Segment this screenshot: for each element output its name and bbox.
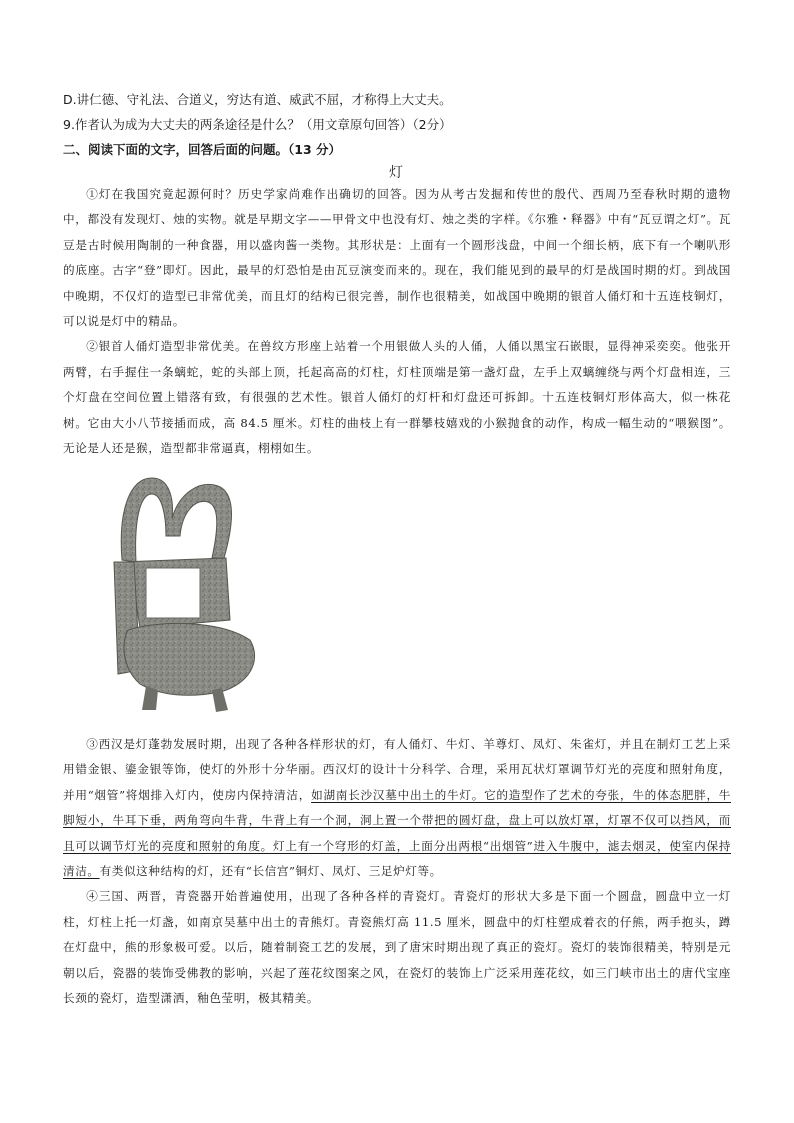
paragraph-1: ①灯在我国究竟起源何时？历史学家尚难作出确切的回答。因为从考古发掘和传世的殷代、西周乃至春秋时期的遗物中，都没有发现灯、烛的实物。就是早期文字——甲骨文中也没有灯、烛之类的字样。《尔雅・释器》中有“瓦豆谓之灯”。瓦豆是古时候用陶制的一种食器，用以盛肉酱一类物。其形状是：上面有一个圆形浅盘，中间一个细长柄，底下有一个喇叭形的底座。古字“登”即灯。因此，最早的灯恐怕是由瓦豆演变而来的。现在，我们能见到的最早的灯是战国时期的灯。到战国中晚期，不仅灯的造型已非常优美，而且灯的结构已很完善，制作也很精美，如战国中晚期的银首人俑灯和十五连枝铜灯，可以说是灯中的精品。: [63, 187, 731, 329]
bronze-lamp-figure: [100, 470, 265, 720]
section-heading: 二、阅读下面的文字，回答后面的问题。（13 分）: [63, 142, 341, 157]
paragraph-3-underlined: 如湖南长沙汉墓中出土的牛灯。它的造型作了艺术的夸张，牛的体态肥胖，牛脚短小，牛耳下垂，两角弯向牛背，牛背上有一个洞，洞上置一个带把的圆灯盘，盘上可以放灯罩，灯罩不仅可以挡风，而且可以调节灯光的亮度和照射的角度。灯上有一个穹形的灯盖，上面分出两根“出烟管”进入牛腹中，滤去烟灵，使室内保持清洁。: [63, 787, 731, 879]
question-9: 9.作者认为成为大丈夫的两条途径是什么？（用文章原句回答）（2分）: [63, 117, 452, 132]
lamp-illustration-icon: [100, 470, 265, 720]
article-block-1: [63, 182, 731, 461]
paragraph-3-intro: ③西汉是灯蓬勃发展时期，出现了各种各样形状的灯，有人俑灯、牛灯、羊尊灯、凤灯、朱雀灯，并且在制灯工艺上采用错金银、鎏金银等饰，使灯的外形十分华丽。西汉灯的设计十分科学、合理，采用瓦状灯罩调节灯光的亮度和照射角度，并用“烟管”将烟排入灯内，使房内保持清洁，: [63, 737, 731, 802]
article-title: 灯: [389, 165, 405, 181]
option-d: D.讲仁德、守礼法、合道义，穷达有道、威武不屈，才称得上大丈夫。: [63, 92, 452, 107]
article-block-2: [63, 732, 731, 1011]
paragraph-3-tail: 有类似这种结构的灯，还有“长信宫”铜灯、凤灯、三足炉灯等。: [99, 864, 442, 879]
paragraph-2: ②银首人俑灯造型非常优美。在兽纹方形座上站着一个用银做人头的人俑，人俑以黑宝石嵌眼，显得神采奕奕。他张开两臂，右手握住一条螭蛇，蛇的头部上顶，托起高高的灯柱，灯柱顶端是第一盏灯盘，左手上双螭缠绕与两个灯盘相连，三个灯盘在空间位置上错落有致，有很强的艺术性。银首人俑灯的灯杆和灯盘还可拆卸。十五连枝铜灯形体高大，似一株花树。它由大小八节接插而成，高 84.5 厘米。灯柱的曲枝上有一群攀枝嬉戏的小猴抛食的动作，构成一幅生动的“喂猴图”。无论是人还是猴，造型都非常逼真，栩栩如生。: [63, 339, 731, 456]
paragraph-4: ④三国、两晋，青瓷器开始普遍使用，出现了各种各样的青瓷灯。青瓷灯的形状大多是下面一个圆盘，圆盘中立一灯柱，灯柱上托一灯盏，如南京吴墓中出土的青熊灯。青瓷熊灯高 11.5 厘米，圆盘中的灯柱塑成着衣的仔熊，两手抱头，蹲在灯盘中，熊的形象极可爱。以后，随着制瓷工艺的发展，到了唐宋时期出现了真正的瓷灯。瓷灯的装饰很精美，特别是元朝以后，瓷器的装饰受佛教的影响，兴起了莲花纹图案之风，在瓷灯的装饰上广泛采用莲花纹，如三门峡市出土的唐代宝座长颈的瓷灯，造型潇洒，釉色莹明，极其精美。: [63, 889, 731, 1006]
paragraph-3: [63, 732, 731, 884]
